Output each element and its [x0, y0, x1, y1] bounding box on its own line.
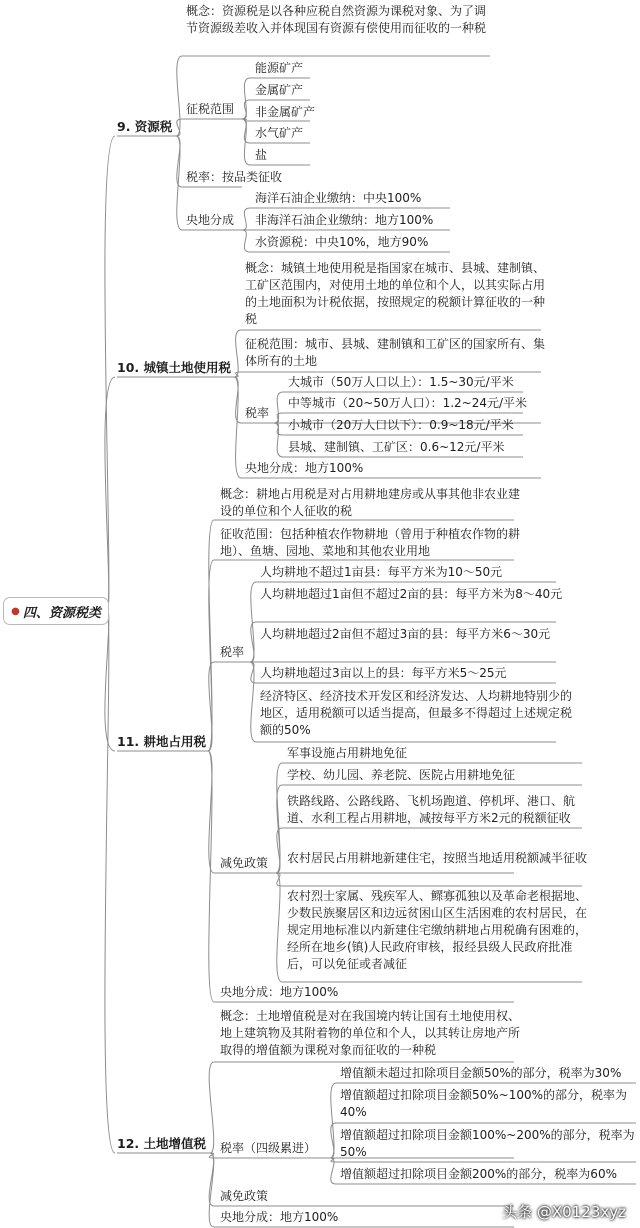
- urban-land-tax-rate-connector: [274, 392, 283, 423]
- farmland-tax-rate-item[interactable]: 人均耕地超过3亩以上的县：每平方米5～25元: [260, 666, 507, 680]
- branch-label-farmland-occupation-tax[interactable]: 11. 耕地占用税: [117, 734, 206, 749]
- resource-tax-split-connector: [242, 208, 250, 230]
- farmland-tax-exemption-item[interactable]: 学校、幼儿园、养老院、医院占用耕地免征: [287, 768, 516, 782]
- resource-tax-scope[interactable]: 征税范围: [186, 102, 235, 116]
- farmland-tax-exemption-item[interactable]: 农村居民占用耕地新建住宅，按照当地适用税额减半征收: [287, 851, 588, 865]
- resource-tax-split-item[interactable]: 海洋石油企业缴纳：中央100%: [255, 191, 422, 205]
- land-vat-connector: [209, 1062, 214, 1153]
- farmland-tax-scope[interactable]: 征收范围：包括种植农作物耕地（曾用于种植农作物的耕地）、鱼塘、园地、菜地和其他农业用地: [220, 527, 521, 558]
- resource-tax-scope-item[interactable]: 非金属矿产: [255, 105, 316, 119]
- root-node[interactable]: [3, 597, 109, 625]
- branch-label-resource-tax[interactable]: 9. 资源税: [117, 119, 173, 134]
- urban-land-tax-rate-item[interactable]: 小城市（20万人口以下）：0.9~18元/平米: [288, 418, 514, 432]
- branch-label-land-value-added-tax[interactable]: 12. 土地增值税: [117, 1136, 206, 1151]
- farmland-tax-exemption-item[interactable]: 军事设施占用耕地免征: [287, 746, 408, 760]
- resource-tax-split-item[interactable]: 水资源税：中央10%，地方90%: [255, 235, 429, 249]
- farmland-tax-rate-connector: [250, 662, 256, 742]
- urban-land-tax-rate-item[interactable]: 大城市（50万人口以上）：1.5~30元/平米: [288, 375, 514, 389]
- farmland-tax-rate[interactable]: 税率: [220, 645, 245, 659]
- trunk-connector: [105, 136, 115, 610]
- urban-land-tax-concept[interactable]: 概念：城镇土地使用税是指国家在城市、县城、建制镇、工矿区范围内，对使用土地的单位和个人，以其实际占用的土地面积为计税依据，按照规定的税额计算征收的一种税: [245, 261, 546, 326]
- resource-tax-split-item[interactable]: 非海洋石油企业缴纳：地方100%: [255, 213, 434, 227]
- farmland-tax-concept[interactable]: 概念：耕地占用税是对占用耕地建房或从事其他非农业建设的单位和个人征收的税: [220, 487, 521, 518]
- urban-land-tax-rate-connector: [274, 423, 283, 457]
- resource-tax-connector: [176, 136, 182, 230]
- land-vat-rate-item[interactable]: 增值额未超过扣除项目金额50%的部分，税率为30%: [340, 1066, 622, 1080]
- resource-tax-concept[interactable]: 概念：资源税是以各种应税自然资源为课税对象、为了调节资源级差收入并体现国有资源有偿使用而征收的一种税: [186, 4, 487, 35]
- land-vat-rate-item[interactable]: 增值额超过扣除项目金额100%~200%的部分，税率为50%: [340, 1128, 635, 1159]
- land-vat-rate-item[interactable]: 增值额超过扣除项目金额50%~100%的部分，税率为40%: [340, 1088, 628, 1119]
- farmland-tax-exemption-connector: [276, 873, 282, 982]
- urban-land-tax-rate[interactable]: 税率: [245, 406, 270, 420]
- land-vat-rate-item[interactable]: 增值额超过扣除项目金额200%的部分，税率为60%: [340, 1167, 617, 1181]
- farmland-tax-exemption[interactable]: 减免政策: [220, 856, 269, 870]
- resource-tax-scope-item[interactable]: 盐: [255, 148, 268, 162]
- resource-tax-scope-item[interactable]: 水气矿产: [255, 126, 304, 140]
- resource-tax-split-connector: [242, 230, 250, 252]
- farmland-tax-revenue-split[interactable]: 央地分成：地方100%: [220, 985, 339, 999]
- urban-land-tax-scope[interactable]: 征税范围：城市、县城、建制镇和工矿区的国家所有、集体所有的土地: [245, 337, 546, 368]
- root-bullet-icon: ●: [11, 605, 20, 617]
- watermark: 头条 @X0123xyz: [502, 1203, 626, 1221]
- farmland-tax-rate-item[interactable]: 经济特区、经济技术开发区和经济发达、人均耕地特别少的地区，适用税额可以适当提高，但最多不得超过上述规定税额的50%: [260, 689, 573, 737]
- land-vat-rate[interactable]: 税率（四级累进）: [220, 1141, 317, 1155]
- resource-tax-rate[interactable]: 税率：按品类征收: [186, 170, 283, 184]
- urban-land-tax-revenue-split[interactable]: 央地分成：地方100%: [245, 461, 364, 475]
- urban-land-tax-rate-item[interactable]: 县城、建制镇、工矿区：0.6~12元/平米: [288, 440, 505, 454]
- resource-tax-scope-item[interactable]: 能源矿产: [255, 61, 304, 75]
- land-vat-exemption[interactable]: 减免政策: [220, 1189, 269, 1203]
- trunk-connector: [105, 610, 115, 751]
- farmland-tax-exemption-item[interactable]: 铁路线路、公路线路、飞机场跑道、停机坪、港口、航道、水利工程占用耕地，减按每平方米2元的税额征收: [287, 794, 576, 825]
- farmland-tax-rate-item[interactable]: 人均耕地超过1亩但不超过2亩的县：每平方米为8～40元: [260, 587, 563, 601]
- resource-tax-revenue-split[interactable]: 央地分成: [186, 213, 235, 227]
- urban-land-tax-connector: [234, 330, 241, 377]
- farmland-tax-rate-item[interactable]: 人均耕地不超过1亩县：每平方米为10～50元: [260, 565, 503, 579]
- farmland-tax-exemption-item[interactable]: 农村烈士家属、残疾军人、鳏寡孤独以及革命老根据地、少数民族聚居区和边远贫困山区生活困难的农村居民，在规定用地标准以内新建住宅缴纳耕地占用税确有困难的，经所在地乡(镇)人民政府审核，报经县级人民政府批准后，可以免征或者减征: [287, 889, 588, 971]
- trunk-connector: [105, 610, 115, 1153]
- farmland-tax-rate-item[interactable]: 人均耕地超过2亩但不超过3亩的县：每平方米6～30元: [260, 627, 551, 641]
- land-vat-revenue-split[interactable]: 央地分成：地方100%: [220, 1210, 339, 1224]
- land-vat-concept[interactable]: 概念：土地增值税是对在我国境内转让国有土地使用权、地上建筑物及其附着物的单位和个人，以其转让房地产所取得的增值额为课税对象而征收的一种税: [220, 1009, 521, 1057]
- root-label: 四、资源税类: [22, 605, 101, 621]
- resource-tax-scope-item[interactable]: 金属矿产: [255, 83, 304, 97]
- urban-land-tax-rate-item[interactable]: 中等城市（20~50万人口）：1.2~24元/平米: [288, 396, 528, 410]
- branch-label-urban-land-use-tax[interactable]: 10. 城镇土地使用税: [117, 360, 231, 375]
